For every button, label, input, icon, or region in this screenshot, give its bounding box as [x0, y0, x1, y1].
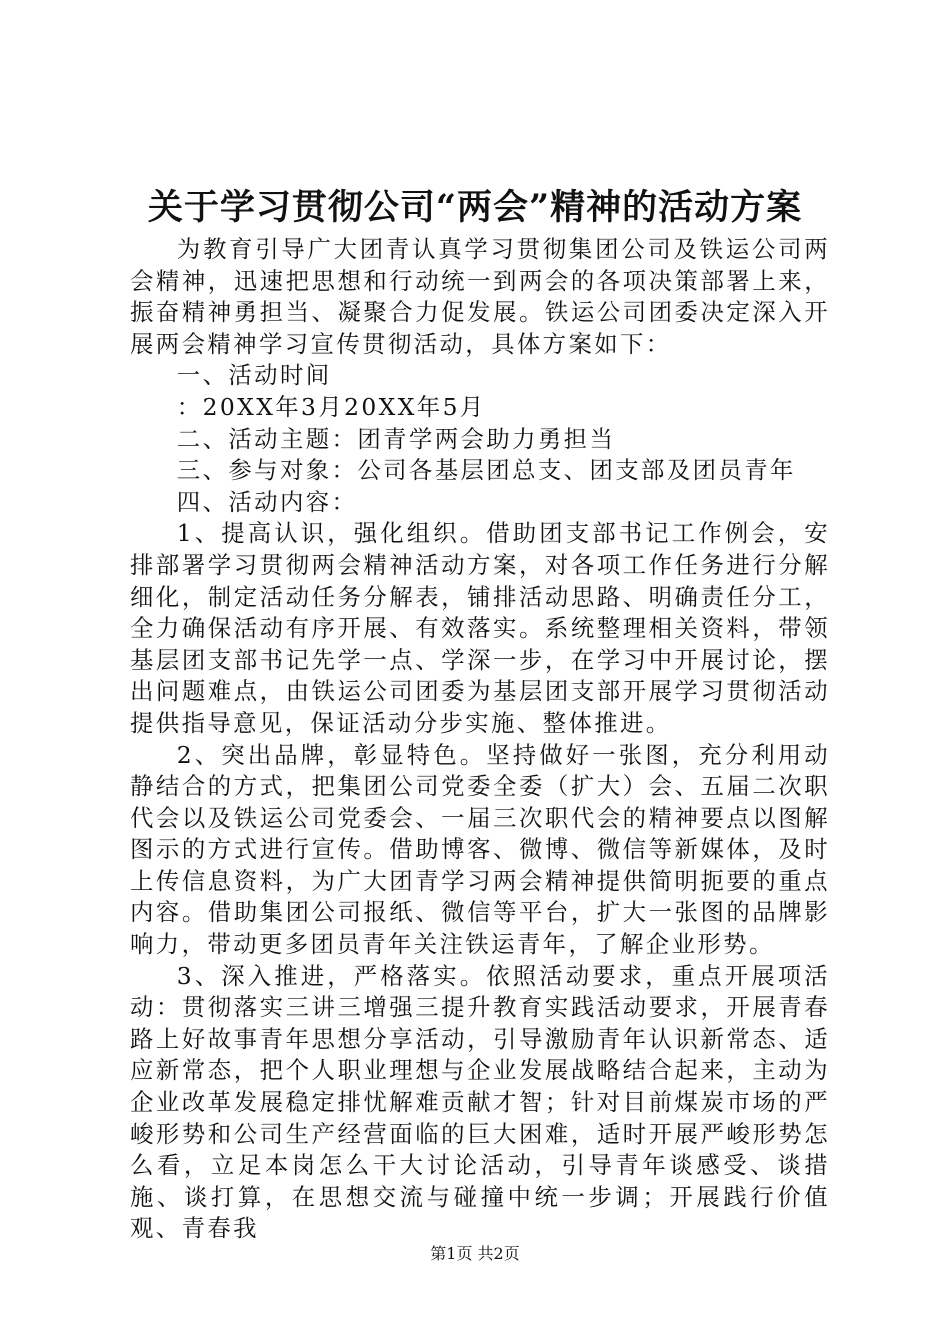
page-footer: 第1页 共2页 [430, 1244, 520, 1263]
paragraph-item-1: 1、提高认识，强化组织。借助团支部书记工作例会，安排部署学习贯彻两会精神活动方案，对各项工作任务进行分解细化，制定活动任务分解表，铺排活动思路、明确责任分工，全力确保活动有序开展、有效落实。系统整理相关资料，带领基层团支部书记先学一点、学深一步，在学习中开展讨论，摆出问题难点，由铁运公司团委为基层团支部开展学习贯彻活动提供指导意见，保证活动分步实施、整体推进。 [130, 519, 830, 737]
paragraph-section-participants: 三、参与对象：公司各基层团总支、团支部及团员青年 [176, 456, 796, 485]
paragraph-section-content: 四、活动内容： [176, 487, 358, 516]
paragraph-section-theme: 二、活动主题：团青学两会助力勇担当 [176, 424, 616, 453]
paragraph-item-2: 2、突出品牌，彰显特色。坚持做好一张图，充分利用动静结合的方式，把集团公司党委全委（扩大）会、五届二次职代会以及铁运公司党委会、一届三次职代会的精神要点以图解图示的方式进行宣传。借助博客、微博、微信等新媒体，及时上传信息资料，为广大团青学习两会精神提供简明扼要的重点内容。借助集团公司报纸、微信等平台，扩大一张图的品牌影响力，带动更多团员青年关注铁运青年，了解企业形势。 [130, 740, 830, 959]
document-body [130, 234, 830, 1245]
document-title: 关于学习贯彻公司“两会”精神的活动方案 [147, 187, 803, 228]
paragraph-section-time: 一、活动时间 [176, 361, 332, 390]
paragraph-item-3: 3、深入推进，严格落实。依照活动要求，重点开展项活动：贯彻落实三讲三增强三提升教育实践活动要求，开展青春路上好故事青年思想分享活动，引导激励青年认识新常态、适应新常态，把个人职业理想与企业发展战略结合起来，主动为企业改革发展稳定排忧解难贡献才智；针对目前煤炭市场的严峻形势和公司生产经营面临的巨大困难，适时开展严峻形势怎么看，立足本岗怎么干大讨论活动，引导青年谈感受、谈措施、谈打算，在思想交流与碰撞中统一步调；开展践行价值观、青春我 [130, 961, 830, 1243]
paragraph-intro: 为教育引导广大团青认真学习贯彻集团公司及铁运公司两会精神，迅速把思想和行动统一到两会的各项决策部署上来，振奋精神勇担当、凝聚合力促发展。铁运公司团委决定深入开展两会精神学习宣传贯彻活动，具体方案如下： [130, 235, 830, 358]
paragraph-time-value: ：20XX年3月20XX年5月 [176, 392, 486, 421]
